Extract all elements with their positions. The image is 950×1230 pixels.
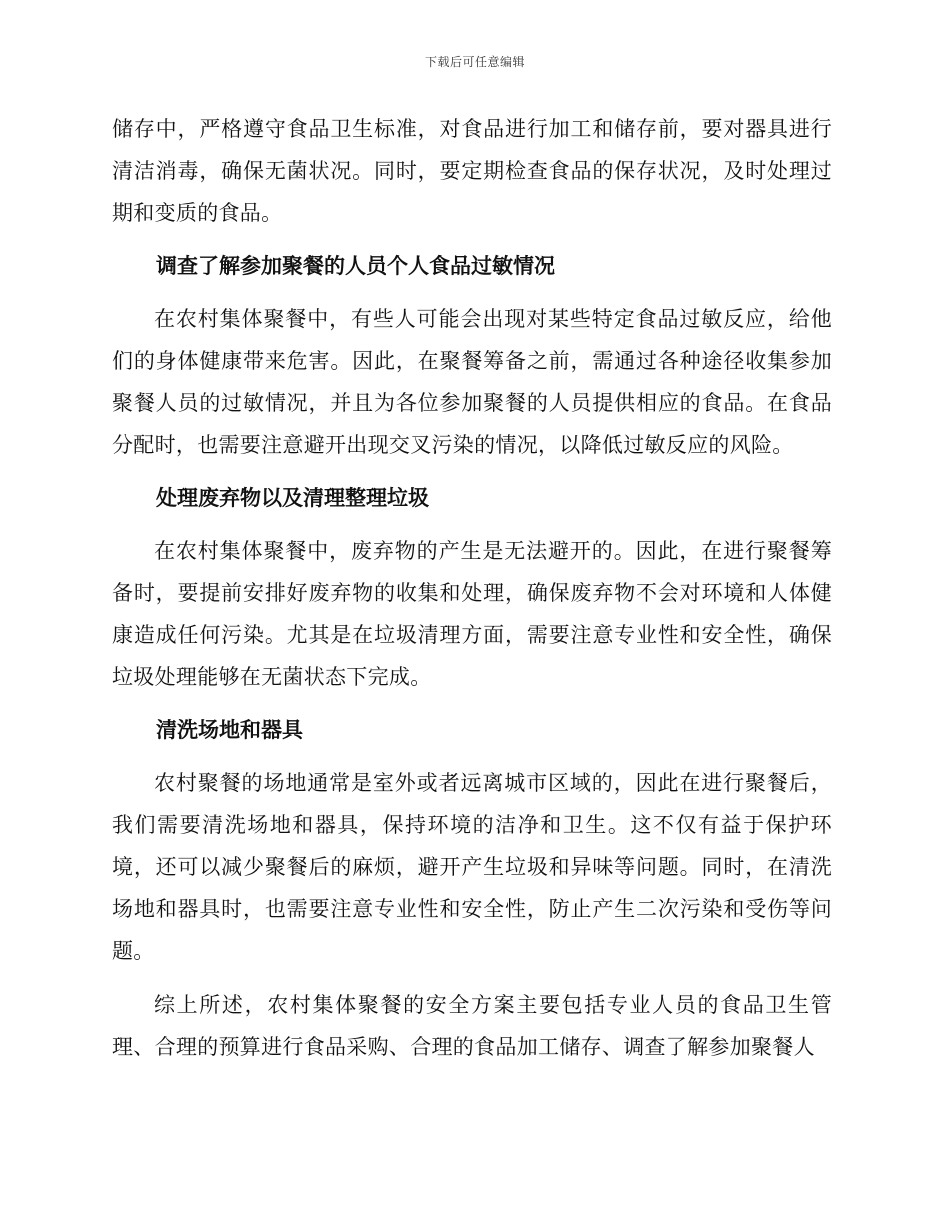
spacer: [112, 972, 832, 984]
heading-cleaning: 清洗场地和器具: [156, 718, 303, 742]
spacer: [112, 287, 832, 298]
spacer: [112, 234, 832, 245]
spacer: [112, 519, 832, 530]
spacer: [112, 751, 832, 762]
document-body: [112, 108, 832, 1068]
heading-waste-handling: 处理废弃物以及清理整理垃圾: [156, 486, 429, 510]
heading-allergy-survey: 调查了解参加聚餐的人员个人食品过敏情况: [156, 254, 555, 278]
spacer: [112, 466, 832, 477]
paragraph-waste: 在农村集体聚餐中，废弃物的产生是无法避开的。因此，在进行聚餐筹备时，要提前安排好废弃物的收集和处理，确保废弃物不会对环境和人体健康造成任何污染。尤其是在垃圾清理方面，需要注意专业性和安全性，确保垃圾处理能够在无菌状态下完成。: [112, 539, 832, 689]
paragraph-summary: 综上所述，农村集体聚餐的安全方案主要包括专业人员的食品卫生管理、合理的预算进行食品采购、合理的食品加工储存、调查了解参加聚餐人: [112, 993, 832, 1059]
page-header: 下载后可任意编辑: [424, 55, 525, 69]
paragraph-allergy: 在农村集体聚餐中，有些人可能会出现对某些特定食品过敏反应，给他们的身体健康带来危害。因此，在聚餐筹备之前，需通过各种途径收集参加聚餐人员的过敏情况，并且为各位参加聚餐的人员提供相应的食品。在食品分配时，也需要注意避开出现交叉污染的情况，以降低过敏反应的风险。: [112, 307, 832, 457]
spacer: [112, 698, 832, 709]
paragraph-storage: 储存中，严格遵守食品卫生标准，对食品进行加工和储存前，要对器具进行清洁消毒，确保无菌状况。同时，要定期检查食品的保存状况，及时处理过期和变质的食品。: [112, 117, 832, 225]
paragraph-cleaning: 农村聚餐的场地通常是室外或者远离城市区域的，因此在进行聚餐后，我们需要清洗场地和器具，保持环境的洁净和卫生。这不仅有益于保护环境，还可以减少聚餐后的麻烦，避开产生垃圾和异味等问题。同时，在清洗场地和器具时，也需要注意专业性和安全性，防止产生二次污染和受伤等问题。: [112, 771, 832, 963]
